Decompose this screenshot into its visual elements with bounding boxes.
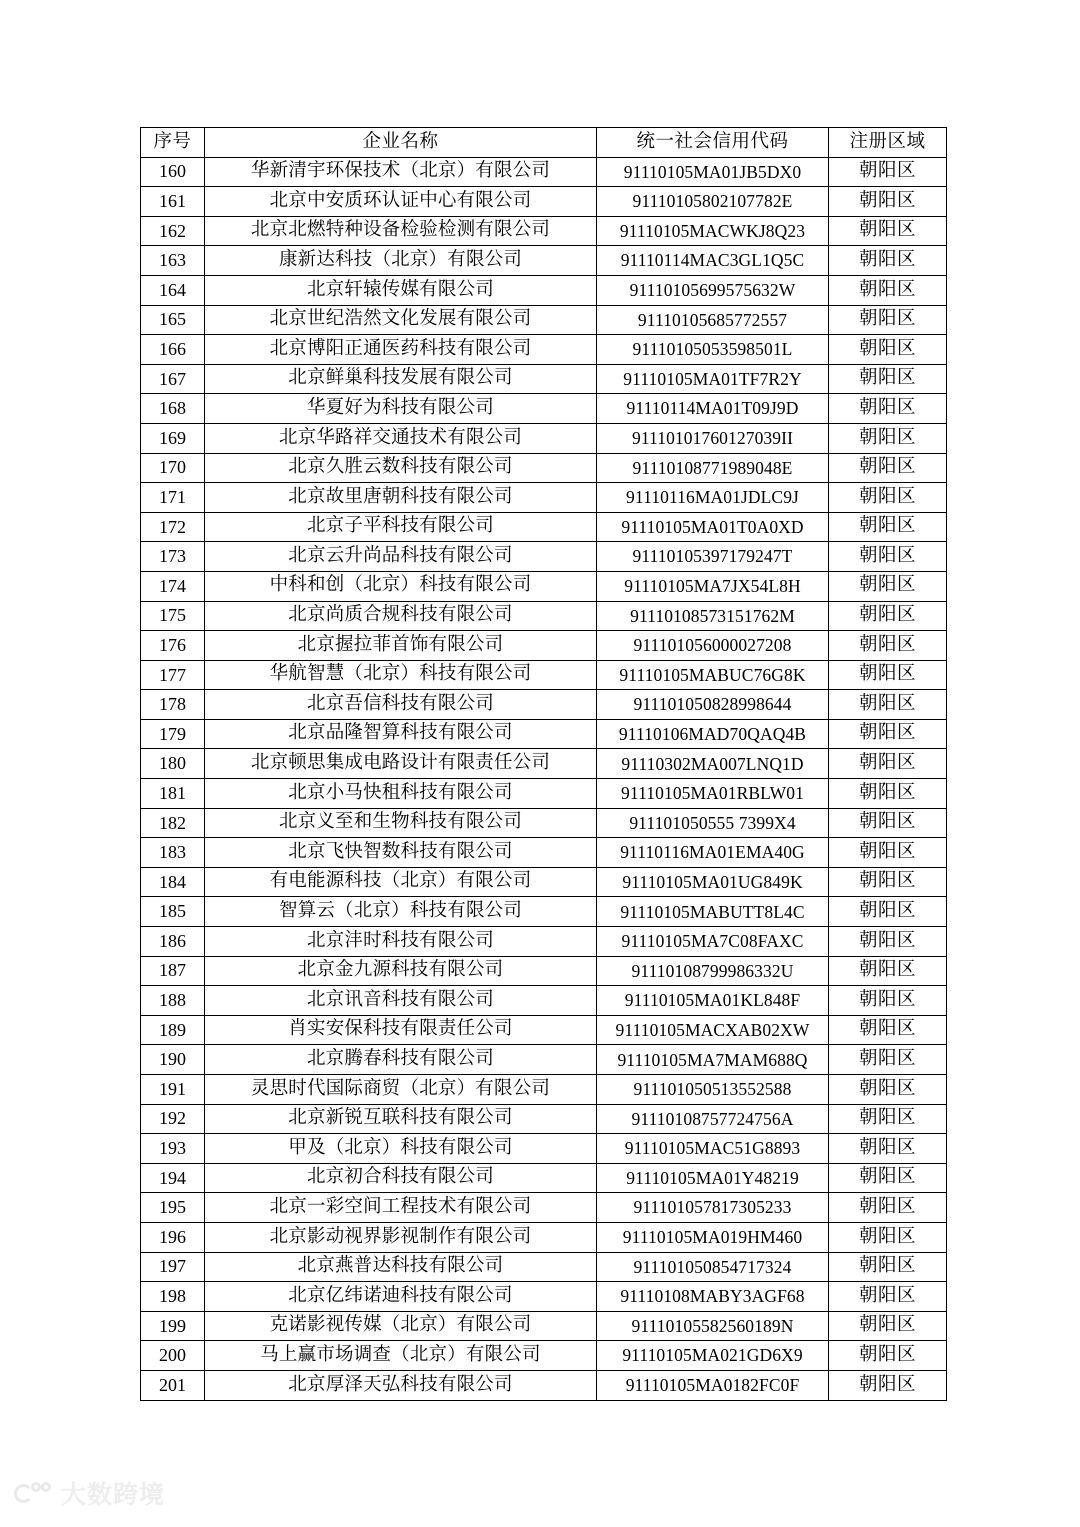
company-listing-table-container bbox=[140, 127, 946, 1401]
cell-company-name: 北京华路祥交通技术有限公司 bbox=[205, 423, 597, 453]
cell-region: 朝阳区 bbox=[829, 927, 947, 957]
cell-company-name: 北京世纪浩然文化发展有限公司 bbox=[205, 305, 597, 335]
table-row bbox=[141, 216, 947, 246]
cell-index: 190 bbox=[141, 1045, 205, 1075]
table-row bbox=[141, 719, 947, 749]
cell-index: 185 bbox=[141, 897, 205, 927]
cell-index: 165 bbox=[141, 305, 205, 335]
cell-company-name: 克诺影视传媒（北京）有限公司 bbox=[205, 1311, 597, 1341]
table-row bbox=[141, 1370, 947, 1400]
cell-company-name: 甲及（北京）科技有限公司 bbox=[205, 1134, 597, 1164]
cell-company-name: 北京亿纬诺迪科技有限公司 bbox=[205, 1282, 597, 1312]
cell-region: 朝阳区 bbox=[829, 335, 947, 365]
cell-credit-code: 91110105MACWKJ8Q23 bbox=[597, 216, 829, 246]
watermark bbox=[14, 1481, 165, 1507]
cell-credit-code: 91110106MAD70QAQ4B bbox=[597, 719, 829, 749]
table-row bbox=[141, 1134, 947, 1164]
cell-credit-code: 91110105MABUC76G8K bbox=[597, 660, 829, 690]
cell-credit-code: 911101050555 7399X4 bbox=[597, 808, 829, 838]
cell-region: 朝阳区 bbox=[829, 571, 947, 601]
cell-credit-code: 91110105MA0182FC0F bbox=[597, 1370, 829, 1400]
table-row bbox=[141, 660, 947, 690]
cell-index: 168 bbox=[141, 394, 205, 424]
cell-region: 朝阳区 bbox=[829, 246, 947, 276]
cell-company-name: 北京厚泽天弘科技有限公司 bbox=[205, 1370, 597, 1400]
cell-region: 朝阳区 bbox=[829, 423, 947, 453]
cell-region: 朝阳区 bbox=[829, 1222, 947, 1252]
cell-index: 195 bbox=[141, 1193, 205, 1223]
table-row bbox=[141, 305, 947, 335]
cell-company-name: 北京握拉菲首饰有限公司 bbox=[205, 631, 597, 661]
table-row bbox=[141, 542, 947, 572]
cell-region: 朝阳区 bbox=[829, 512, 947, 542]
cell-region: 朝阳区 bbox=[829, 1252, 947, 1282]
cell-credit-code: 91110105MA019HM460 bbox=[597, 1222, 829, 1252]
cell-credit-code: 91110105MA7MAM688Q bbox=[597, 1045, 829, 1075]
cell-index: 169 bbox=[141, 423, 205, 453]
cell-index: 194 bbox=[141, 1163, 205, 1193]
cell-index: 197 bbox=[141, 1252, 205, 1282]
cell-company-name: 华新清宇环保技术（北京）有限公司 bbox=[205, 157, 597, 187]
cell-index: 174 bbox=[141, 571, 205, 601]
cell-index: 172 bbox=[141, 512, 205, 542]
cell-index: 196 bbox=[141, 1222, 205, 1252]
cell-index: 160 bbox=[141, 157, 205, 187]
cell-company-name: 北京中安质环认证中心有限公司 bbox=[205, 187, 597, 217]
cell-index: 189 bbox=[141, 1015, 205, 1045]
cell-region: 朝阳区 bbox=[829, 808, 947, 838]
table-row bbox=[141, 275, 947, 305]
table-row bbox=[141, 157, 947, 187]
cell-region: 朝阳区 bbox=[829, 986, 947, 1016]
table-row bbox=[141, 364, 947, 394]
watermark-label: 大数跨境 bbox=[61, 1479, 166, 1509]
cell-region: 朝阳区 bbox=[829, 838, 947, 868]
cell-company-name: 北京云升尚品科技有限公司 bbox=[205, 542, 597, 572]
cell-region: 朝阳区 bbox=[829, 216, 947, 246]
table-row bbox=[141, 483, 947, 513]
cell-region: 朝阳区 bbox=[829, 1370, 947, 1400]
cell-credit-code: 91110105MA01T0A0XD bbox=[597, 512, 829, 542]
table-row bbox=[141, 1311, 947, 1341]
brand-logo-icon bbox=[14, 1481, 54, 1507]
table-row bbox=[141, 927, 947, 957]
cell-index: 198 bbox=[141, 1282, 205, 1312]
cell-region: 朝阳区 bbox=[829, 305, 947, 335]
cell-region: 朝阳区 bbox=[829, 690, 947, 720]
cell-credit-code: 91110105397179247T bbox=[597, 542, 829, 572]
cell-credit-code: 911101050828998644 bbox=[597, 690, 829, 720]
cell-region: 朝阳区 bbox=[829, 1193, 947, 1223]
cell-company-name: 华夏好为科技有限公司 bbox=[205, 394, 597, 424]
cell-region: 朝阳区 bbox=[829, 601, 947, 631]
cell-credit-code: 91110108MABY3AGF68 bbox=[597, 1282, 829, 1312]
cell-company-name: 北京品隆智算科技有限公司 bbox=[205, 719, 597, 749]
cell-company-name: 北京讯音科技有限公司 bbox=[205, 986, 597, 1016]
cell-company-name: 灵思时代国际商贸（北京）有限公司 bbox=[205, 1075, 597, 1105]
cell-company-name: 北京鲜巢科技发展有限公司 bbox=[205, 364, 597, 394]
table-row bbox=[141, 867, 947, 897]
cell-region: 朝阳区 bbox=[829, 483, 947, 513]
table-row bbox=[141, 571, 947, 601]
table-row bbox=[141, 808, 947, 838]
cell-company-name: 北京子平科技有限公司 bbox=[205, 512, 597, 542]
cell-region: 朝阳区 bbox=[829, 719, 947, 749]
cell-index: 201 bbox=[141, 1370, 205, 1400]
cell-credit-code: 91110108771989048E bbox=[597, 453, 829, 483]
cell-credit-code: 91110105MA7C08FAXC bbox=[597, 927, 829, 957]
cell-company-name: 北京燕普达科技有限公司 bbox=[205, 1252, 597, 1282]
cell-credit-code: 91110114MAC3GL1Q5C bbox=[597, 246, 829, 276]
cell-company-name: 北京飞快智数科技有限公司 bbox=[205, 838, 597, 868]
cell-index: 171 bbox=[141, 483, 205, 513]
column-header-code: 统一社会信用代码 bbox=[597, 128, 829, 158]
cell-region: 朝阳区 bbox=[829, 394, 947, 424]
cell-index: 176 bbox=[141, 631, 205, 661]
cell-company-name: 中科和创（北京）科技有限公司 bbox=[205, 571, 597, 601]
cell-region: 朝阳区 bbox=[829, 1104, 947, 1134]
cell-company-name: 北京沣时科技有限公司 bbox=[205, 927, 597, 957]
cell-index: 184 bbox=[141, 867, 205, 897]
cell-company-name: 北京北燃特种设备检验检测有限公司 bbox=[205, 216, 597, 246]
cell-company-name: 北京久胜云数科技有限公司 bbox=[205, 453, 597, 483]
cell-credit-code: 91110105MA01RBLW01 bbox=[597, 779, 829, 809]
table-row bbox=[141, 1222, 947, 1252]
cell-company-name: 有电能源科技（北京）有限公司 bbox=[205, 867, 597, 897]
cell-index: 162 bbox=[141, 216, 205, 246]
cell-index: 167 bbox=[141, 364, 205, 394]
table-row bbox=[141, 187, 947, 217]
cell-company-name: 北京顿思集成电路设计有限责任公司 bbox=[205, 749, 597, 779]
cell-region: 朝阳区 bbox=[829, 1015, 947, 1045]
company-listing-table bbox=[140, 127, 947, 1401]
table-row bbox=[141, 394, 947, 424]
table-row bbox=[141, 1252, 947, 1282]
cell-index: 182 bbox=[141, 808, 205, 838]
cell-index: 164 bbox=[141, 275, 205, 305]
column-header-region: 注册区域 bbox=[829, 128, 947, 158]
column-header-name: 企业名称 bbox=[205, 128, 597, 158]
table-row bbox=[141, 246, 947, 276]
cell-company-name: 华航智慧（北京）科技有限公司 bbox=[205, 660, 597, 690]
cell-index: 170 bbox=[141, 453, 205, 483]
cell-credit-code: 91110105802107782E bbox=[597, 187, 829, 217]
cell-credit-code: 911101057817305233 bbox=[597, 1193, 829, 1223]
cell-company-name: 北京轩辕传媒有限公司 bbox=[205, 275, 597, 305]
table-row bbox=[141, 690, 947, 720]
cell-credit-code: 91110108573151762M bbox=[597, 601, 829, 631]
cell-credit-code: 91110114MA01T09J9D bbox=[597, 394, 829, 424]
cell-index: 180 bbox=[141, 749, 205, 779]
cell-credit-code: 911101050854717324 bbox=[597, 1252, 829, 1282]
cell-company-name: 肖实安保科技有限责任公司 bbox=[205, 1015, 597, 1045]
cell-region: 朝阳区 bbox=[829, 660, 947, 690]
cell-company-name: 北京初合科技有限公司 bbox=[205, 1163, 597, 1193]
cell-credit-code: 91110105053598501L bbox=[597, 335, 829, 365]
cell-credit-code: 91110105685772557 bbox=[597, 305, 829, 335]
table-row bbox=[141, 423, 947, 453]
cell-credit-code: 91110105MA01JB5DX0 bbox=[597, 157, 829, 187]
cell-index: 191 bbox=[141, 1075, 205, 1105]
table-row bbox=[141, 512, 947, 542]
table-row bbox=[141, 956, 947, 986]
cell-index: 163 bbox=[141, 246, 205, 276]
cell-index: 186 bbox=[141, 927, 205, 957]
cell-company-name: 北京博阳正通医药科技有限公司 bbox=[205, 335, 597, 365]
cell-company-name: 智算云（北京）科技有限公司 bbox=[205, 897, 597, 927]
cell-index: 181 bbox=[141, 779, 205, 809]
table-row bbox=[141, 779, 947, 809]
cell-credit-code: 91110105MA01UG849K bbox=[597, 867, 829, 897]
cell-region: 朝阳区 bbox=[829, 542, 947, 572]
cell-region: 朝阳区 bbox=[829, 1311, 947, 1341]
table-row bbox=[141, 631, 947, 661]
cell-credit-code: 911101056000027208 bbox=[597, 631, 829, 661]
cell-index: 177 bbox=[141, 660, 205, 690]
cell-index: 200 bbox=[141, 1341, 205, 1371]
cell-credit-code: 91110105582560189N bbox=[597, 1311, 829, 1341]
table-row bbox=[141, 601, 947, 631]
cell-region: 朝阳区 bbox=[829, 631, 947, 661]
cell-region: 朝阳区 bbox=[829, 364, 947, 394]
cell-region: 朝阳区 bbox=[829, 1282, 947, 1312]
cell-company-name: 北京故里唐朝科技有限公司 bbox=[205, 483, 597, 513]
table-row bbox=[141, 335, 947, 365]
cell-credit-code: 91110105MABUTT8L4C bbox=[597, 897, 829, 927]
cell-region: 朝阳区 bbox=[829, 1163, 947, 1193]
cell-index: 199 bbox=[141, 1311, 205, 1341]
cell-region: 朝阳区 bbox=[829, 275, 947, 305]
cell-credit-code: 91110116MA01JDLC9J bbox=[597, 483, 829, 513]
cell-region: 朝阳区 bbox=[829, 867, 947, 897]
cell-credit-code: 91110105699575632W bbox=[597, 275, 829, 305]
table-row bbox=[141, 1193, 947, 1223]
cell-credit-code: 91110105MA01KL848F bbox=[597, 986, 829, 1016]
cell-credit-code: 91110105MA01TF7R2Y bbox=[597, 364, 829, 394]
table-row bbox=[141, 1104, 947, 1134]
table-row bbox=[141, 1282, 947, 1312]
table-row bbox=[141, 1341, 947, 1371]
cell-credit-code: 91110108757724756A bbox=[597, 1104, 829, 1134]
table-header bbox=[141, 128, 947, 158]
cell-region: 朝阳区 bbox=[829, 1075, 947, 1105]
cell-region: 朝阳区 bbox=[829, 749, 947, 779]
cell-index: 175 bbox=[141, 601, 205, 631]
cell-credit-code: 91110101760127039II bbox=[597, 423, 829, 453]
cell-credit-code: 91110116MA01EMA40G bbox=[597, 838, 829, 868]
cell-credit-code: 91110105MA021GD6X9 bbox=[597, 1341, 829, 1371]
cell-region: 朝阳区 bbox=[829, 157, 947, 187]
table-header-row bbox=[141, 128, 947, 158]
cell-company-name: 北京小马快租科技有限公司 bbox=[205, 779, 597, 809]
cell-index: 193 bbox=[141, 1134, 205, 1164]
cell-region: 朝阳区 bbox=[829, 1134, 947, 1164]
cell-region: 朝阳区 bbox=[829, 779, 947, 809]
cell-index: 183 bbox=[141, 838, 205, 868]
cell-index: 192 bbox=[141, 1104, 205, 1134]
cell-credit-code: 911101050513552588 bbox=[597, 1075, 829, 1105]
cell-region: 朝阳区 bbox=[829, 1341, 947, 1371]
table-row bbox=[141, 1015, 947, 1045]
table-row bbox=[141, 453, 947, 483]
cell-company-name: 北京腾春科技有限公司 bbox=[205, 1045, 597, 1075]
cell-region: 朝阳区 bbox=[829, 956, 947, 986]
cell-index: 188 bbox=[141, 986, 205, 1016]
cell-index: 179 bbox=[141, 719, 205, 749]
cell-company-name: 北京金九源科技有限公司 bbox=[205, 956, 597, 986]
table-body bbox=[141, 157, 947, 1400]
cell-credit-code: 91110108799986332U bbox=[597, 956, 829, 986]
cell-company-name: 马上赢市场调查（北京）有限公司 bbox=[205, 1341, 597, 1371]
cell-region: 朝阳区 bbox=[829, 453, 947, 483]
column-header-index: 序号 bbox=[141, 128, 205, 158]
cell-credit-code: 91110105MAC51G8893 bbox=[597, 1134, 829, 1164]
table-row bbox=[141, 1163, 947, 1193]
cell-credit-code: 91110302MA007LNQ1D bbox=[597, 749, 829, 779]
cell-company-name: 北京尚质合规科技有限公司 bbox=[205, 601, 597, 631]
table-row bbox=[141, 749, 947, 779]
cell-region: 朝阳区 bbox=[829, 187, 947, 217]
cell-company-name: 北京吾信科技有限公司 bbox=[205, 690, 597, 720]
cell-region: 朝阳区 bbox=[829, 1045, 947, 1075]
table-row bbox=[141, 1075, 947, 1105]
cell-index: 166 bbox=[141, 335, 205, 365]
table-row bbox=[141, 986, 947, 1016]
cell-credit-code: 91110105MA01Y48219 bbox=[597, 1163, 829, 1193]
cell-company-name: 康新达科技（北京）有限公司 bbox=[205, 246, 597, 276]
table-row bbox=[141, 897, 947, 927]
cell-company-name: 北京义至和生物科技有限公司 bbox=[205, 808, 597, 838]
table-row bbox=[141, 838, 947, 868]
cell-company-name: 北京一彩空间工程技术有限公司 bbox=[205, 1193, 597, 1223]
cell-index: 187 bbox=[141, 956, 205, 986]
table-row bbox=[141, 1045, 947, 1075]
cell-index: 161 bbox=[141, 187, 205, 217]
cell-credit-code: 91110105MACXAB02XW bbox=[597, 1015, 829, 1045]
cell-index: 178 bbox=[141, 690, 205, 720]
cell-region: 朝阳区 bbox=[829, 897, 947, 927]
cell-credit-code: 91110105MA7JX54L8H bbox=[597, 571, 829, 601]
cell-company-name: 北京影动视界影视制作有限公司 bbox=[205, 1222, 597, 1252]
cell-company-name: 北京新锐互联科技有限公司 bbox=[205, 1104, 597, 1134]
cell-index: 173 bbox=[141, 542, 205, 572]
